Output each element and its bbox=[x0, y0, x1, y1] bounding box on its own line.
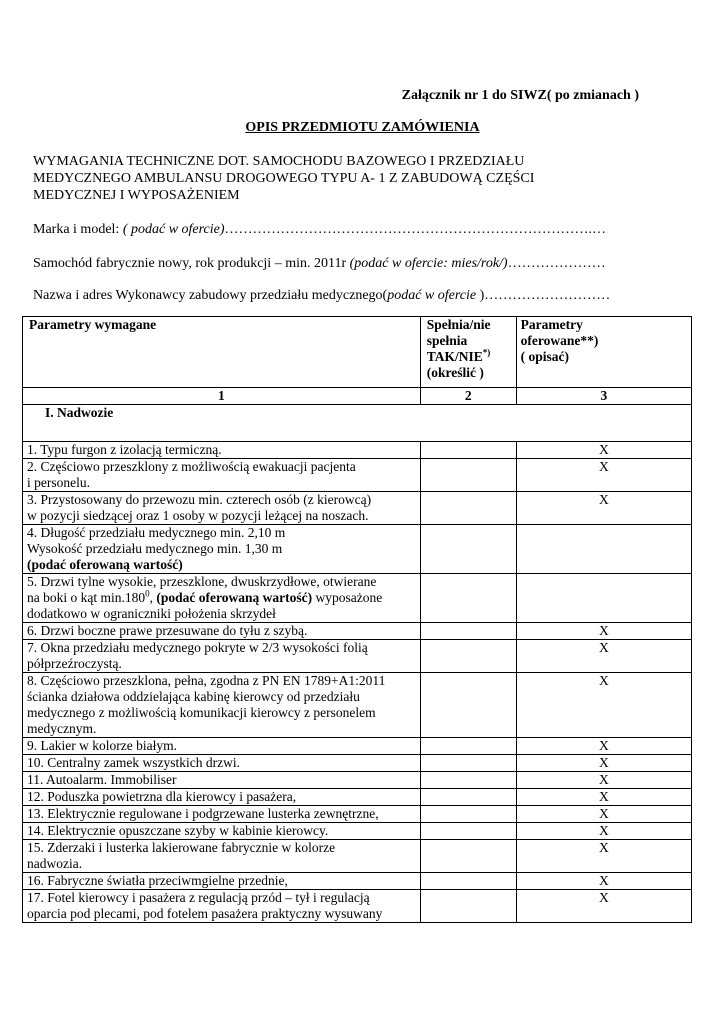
offered-cell: X bbox=[516, 772, 691, 789]
contractor-hint: podać w ofercie bbox=[387, 288, 480, 303]
compliance-cell[interactable] bbox=[420, 772, 516, 789]
requirement-cell: 6. Drzwi boczne prawe przesuwane do tyłu z szybą. bbox=[23, 623, 421, 640]
offered-cell: X bbox=[516, 755, 691, 772]
requirement-cell bbox=[23, 492, 421, 525]
compliance-cell[interactable] bbox=[420, 459, 516, 492]
table-row bbox=[23, 492, 692, 525]
header-compliance-line: (określić ) bbox=[426, 365, 484, 380]
table-row bbox=[23, 623, 692, 640]
requirement-line: 2. Częściowo przeszklony z możliwością ewakuacji pacjenta bbox=[27, 459, 356, 474]
compliance-cell[interactable] bbox=[420, 755, 516, 772]
compliance-cell[interactable] bbox=[420, 806, 516, 823]
requirement-line: dodatkowo w ograniczniki położenia skrzydeł bbox=[27, 606, 276, 621]
vehicle-year-field bbox=[33, 256, 606, 272]
offered-cell: X bbox=[516, 873, 691, 890]
offered-cell[interactable] bbox=[516, 525, 691, 574]
column-numbers-row bbox=[23, 388, 692, 405]
requirements-title-line: WYMAGANIA TECHNICZNE DOT. SAMOCHODU BAZOWEGO I PRZEDZIAŁU bbox=[33, 154, 525, 169]
requirement-cell bbox=[23, 890, 421, 923]
header-compliance-line: Spełnia/nie bbox=[426, 317, 491, 332]
requirement-line: 4. Długość przedziału medycznego min. 2,10 m bbox=[27, 525, 286, 540]
header-parameters-required: Parametry wymagane bbox=[23, 317, 421, 388]
requirement-line: 15. Zderzaki i lusterka lakierowane fabrycznie w kolorze bbox=[27, 840, 336, 855]
compliance-cell[interactable] bbox=[420, 873, 516, 890]
requirement-line: oparcia pod plecami, pod fotelem pasażera praktyczny wysuwany bbox=[27, 906, 383, 921]
requirement-cell: 11. Autoalarm. Immobiliser bbox=[23, 772, 421, 789]
table-row bbox=[23, 772, 692, 789]
section-heading-text: I. Nadwozie bbox=[45, 405, 114, 420]
requirement-line: 5. Drzwi tylne wysokie, przeszklone, dwuskrzydłowe, otwierane bbox=[27, 574, 377, 589]
header-offered-parameters bbox=[516, 317, 691, 388]
vehicle-year-label: Samochód fabrycznie nowy, rok produkcji – min. 2011r bbox=[33, 256, 350, 271]
compliance-cell[interactable] bbox=[420, 789, 516, 806]
offered-cell: X bbox=[516, 623, 691, 640]
contractor-field bbox=[33, 288, 610, 304]
offered-cell: X bbox=[516, 840, 691, 873]
brand-model-label: Marka i model: bbox=[33, 222, 123, 237]
brand-model-field bbox=[33, 222, 606, 238]
compliance-cell[interactable] bbox=[420, 525, 516, 574]
requirement-line: 8. Częściowo przeszklona, pełna, zgodna z PN EN 1789+A1:2011 bbox=[27, 673, 386, 688]
requirement-text: , bbox=[149, 590, 157, 605]
requirement-cell: 13. Elektrycznie regulowane i podgrzewane lusterka zewnętrzne, bbox=[23, 806, 421, 823]
compliance-cell[interactable] bbox=[420, 738, 516, 755]
requirement-line: półprzeźroczystą. bbox=[27, 656, 122, 671]
offered-cell: X bbox=[516, 738, 691, 755]
compliance-cell[interactable] bbox=[420, 840, 516, 873]
requirement-text: (podać oferowaną wartość) bbox=[156, 590, 313, 605]
table-row bbox=[23, 789, 692, 806]
requirement-line: 3. Przystosowany do przewozu min. czterech osób (z kierowcą) bbox=[27, 492, 372, 507]
table-row bbox=[23, 873, 692, 890]
requirement-line: medycznego z możliwością komunikacji kierowcy z personelem bbox=[27, 705, 376, 720]
offered-cell: X bbox=[516, 673, 691, 738]
requirement-line: (podać oferowaną wartość) bbox=[27, 557, 183, 572]
requirement-line: 17. Fotel kierowcy i pasażera z regulacją przód – tył i regulacją bbox=[27, 890, 370, 905]
requirement-line: medycznym. bbox=[27, 721, 97, 736]
header-compliance bbox=[420, 317, 516, 388]
table-row bbox=[23, 673, 692, 738]
requirements-title bbox=[33, 153, 633, 204]
requirement-cell bbox=[23, 574, 421, 623]
annex-label: Załącznik nr 1 do SIWZ( po zmianach ) bbox=[401, 88, 639, 103]
compliance-cell[interactable] bbox=[420, 890, 516, 923]
requirement-cell: 16. Fabryczne światła przeciwmgielne przednie, bbox=[23, 873, 421, 890]
requirement-cell: 1. Typu furgon z izolacją termiczną. bbox=[23, 442, 421, 459]
offered-cell[interactable] bbox=[516, 574, 691, 623]
table-row bbox=[23, 890, 692, 923]
requirement-cell bbox=[23, 525, 421, 574]
header-compliance-line: spełnia bbox=[426, 333, 468, 348]
requirement-line: nadwozia. bbox=[27, 856, 83, 871]
table-row bbox=[23, 755, 692, 772]
brand-model-hint: ( podać w ofercie) bbox=[122, 222, 225, 237]
compliance-cell[interactable] bbox=[420, 640, 516, 673]
offered-cell: X bbox=[516, 823, 691, 840]
compliance-cell[interactable] bbox=[420, 492, 516, 525]
degree-superscript: 0 bbox=[145, 588, 150, 599]
requirement-line: w pozycji siedzącej oraz 1 osoby w pozycji leżącej na noszach. bbox=[27, 508, 369, 523]
vehicle-year-hint: (podać w ofercie: mies/rok/) bbox=[349, 256, 508, 271]
requirement-cell: 12. Poduszka powietrzna dla kierowcy i pasażera, bbox=[23, 789, 421, 806]
offered-cell: X bbox=[516, 806, 691, 823]
column-number: 3 bbox=[516, 388, 691, 405]
compliance-cell[interactable] bbox=[420, 574, 516, 623]
compliance-cell[interactable] bbox=[420, 673, 516, 738]
requirements-title-line: MEDYCZNEGO AMBULANSU DROGOWEGO TYPU A- 1 Z ZABUDOWĄ CZĘŚCI bbox=[33, 171, 535, 186]
requirements-title-line: MEDYCZNEJ I WYPOSAŻENIEM bbox=[33, 188, 240, 203]
header-offered-line: Parametry bbox=[520, 317, 583, 332]
compliance-cell[interactable] bbox=[420, 442, 516, 459]
offered-cell: X bbox=[516, 459, 691, 492]
requirement-cell bbox=[23, 840, 421, 873]
table-row bbox=[23, 442, 692, 459]
header-compliance-footnote: *) bbox=[482, 347, 491, 358]
vehicle-year-dots: ………………… bbox=[507, 256, 606, 271]
requirement-line: i personelu. bbox=[27, 475, 90, 490]
table-row bbox=[23, 738, 692, 755]
compliance-cell[interactable] bbox=[420, 823, 516, 840]
section-heading bbox=[23, 405, 692, 442]
offered-cell: X bbox=[516, 789, 691, 806]
requirement-line: Wysokość przedziału medycznego min. 1,30 m bbox=[27, 541, 283, 556]
requirement-cell: 14. Elektrycznie opuszczane szyby w kabinie kierowcy. bbox=[23, 823, 421, 840]
requirement-line: 7. Okna przedziału medycznego pokryte w 2/3 wysokości folią bbox=[27, 640, 368, 655]
requirement-text: na boki o kąt min.180 bbox=[27, 590, 146, 605]
table-row bbox=[23, 840, 692, 873]
table-row bbox=[23, 525, 692, 574]
requirement-cell: 10. Centralny zamek wszystkich drzwi. bbox=[23, 755, 421, 772]
header-offered-line: oferowane**) bbox=[520, 333, 599, 348]
header-compliance-line: TAK/NIE bbox=[426, 349, 483, 364]
requirements-table bbox=[22, 316, 692, 923]
section-row bbox=[23, 405, 692, 442]
table-row bbox=[23, 574, 692, 623]
table-row bbox=[23, 823, 692, 840]
requirement-cell: 9. Lakier w kolorze białym. bbox=[23, 738, 421, 755]
table-row bbox=[23, 806, 692, 823]
requirement-cell bbox=[23, 459, 421, 492]
contractor-dots: )……………………… bbox=[479, 288, 611, 303]
column-number: 2 bbox=[420, 388, 516, 405]
offered-cell: X bbox=[516, 640, 691, 673]
column-number: 1 bbox=[23, 388, 421, 405]
offered-cell: X bbox=[516, 442, 691, 459]
brand-model-dots: …………………………………………………………………….… bbox=[224, 222, 607, 237]
contractor-label: Nazwa i adres Wykonawcy zabudowy przedziału medycznego( bbox=[33, 288, 388, 303]
requirement-line: ścianka działowa oddzielająca kabinę kierowcy od przedziału bbox=[27, 689, 360, 704]
table-header-row bbox=[23, 317, 692, 388]
table-row bbox=[23, 459, 692, 492]
table-row bbox=[23, 640, 692, 673]
requirement-cell bbox=[23, 673, 421, 738]
document-title: OPIS PRZEDMIOTU ZAMÓWIENIA bbox=[245, 120, 480, 135]
offered-cell: X bbox=[516, 890, 691, 923]
header-offered-line: ( opisać) bbox=[520, 349, 569, 364]
offered-cell: X bbox=[516, 492, 691, 525]
requirement-text: wyposażone bbox=[312, 590, 383, 605]
requirement-cell bbox=[23, 640, 421, 673]
compliance-cell[interactable] bbox=[420, 623, 516, 640]
